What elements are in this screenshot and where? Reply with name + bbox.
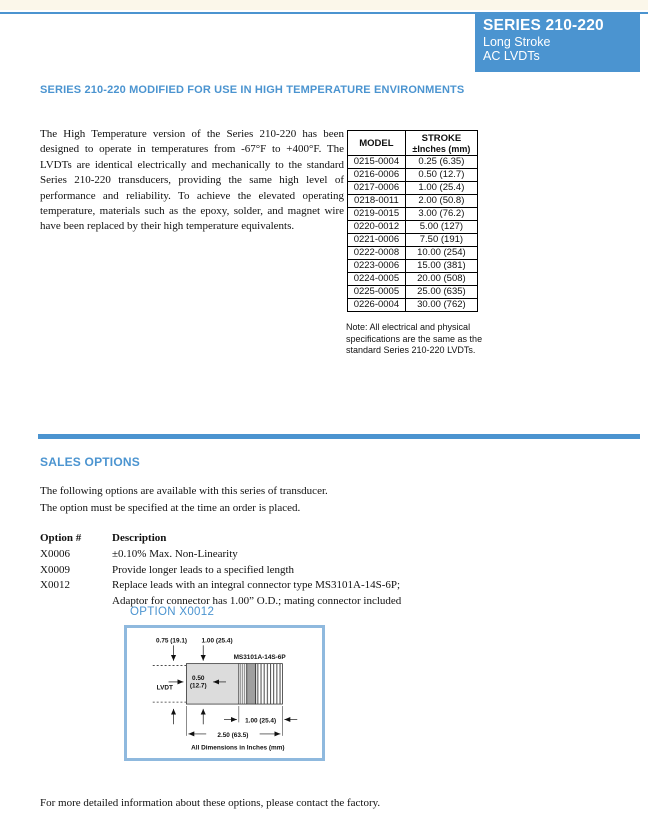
stroke-cell: 2.00 (50.8) bbox=[405, 195, 477, 208]
stroke-table bbox=[347, 130, 478, 312]
option-row bbox=[40, 563, 520, 579]
option-description: Adaptor for connector has 1.00” O.D.; mating connector included bbox=[112, 595, 402, 608]
model-cell: 0224-0005 bbox=[348, 273, 406, 286]
table-row bbox=[348, 260, 478, 273]
stroke-cell: 5.00 (127) bbox=[405, 221, 477, 234]
header-banner bbox=[475, 13, 640, 72]
option-row bbox=[40, 547, 520, 563]
sales-options-intro-line2: The option must be specified at the time an order is placed. bbox=[40, 501, 301, 514]
table-row bbox=[348, 169, 478, 182]
options-header-row bbox=[40, 531, 520, 547]
option-number-header: Option # bbox=[40, 532, 82, 544]
option-id: X0009 bbox=[40, 563, 70, 576]
dim-top-mid-label: 1.00 (25.4) bbox=[201, 637, 233, 645]
dim-mid-label-line1: 0.50 bbox=[192, 675, 205, 682]
connector-shell bbox=[256, 664, 283, 704]
options-list bbox=[40, 531, 520, 610]
table-row bbox=[348, 182, 478, 195]
table-row bbox=[348, 195, 478, 208]
sales-options-intro-line1: The following options are available with this series of transducer. bbox=[40, 485, 328, 497]
table-note: Note: All electrical and physical specifications are the same as the standard Series 210-220 LVDTs. bbox=[346, 322, 483, 356]
option-description: Replace leads with an integral connector type MS3101A-14S-6P; bbox=[112, 579, 401, 592]
thread-band bbox=[239, 664, 247, 704]
table-row bbox=[348, 208, 478, 221]
series-title: SERIES 210-220 bbox=[483, 17, 604, 34]
model-cell: 0221-0006 bbox=[348, 234, 406, 247]
option-description: Provide longer leads to a specified length bbox=[112, 563, 295, 576]
table-row bbox=[348, 299, 478, 312]
x0012-drawing bbox=[127, 628, 322, 758]
table-row bbox=[348, 221, 478, 234]
diagram-caption: All Dimensions in Inches (mm) bbox=[191, 744, 285, 752]
table-row bbox=[348, 156, 478, 169]
option-id: X0012 bbox=[40, 579, 70, 592]
stroke-cell: 3.00 (76.2) bbox=[405, 208, 477, 221]
model-cell: 0222-0008 bbox=[348, 247, 406, 260]
lvdt-label: LVDT bbox=[156, 684, 173, 692]
option-description: ±0.10% Max. Non-Linearity bbox=[112, 547, 238, 560]
dim-overall-label: 2.50 (63.5) bbox=[217, 731, 249, 739]
sales-options-intro bbox=[40, 483, 460, 516]
connector-type-label: MS3101A-14S-6P bbox=[233, 653, 286, 661]
stroke-header-line2: ±Inches (mm) bbox=[412, 143, 471, 154]
description-header: Description bbox=[112, 532, 167, 544]
option-x0012-heading: OPTION X0012 bbox=[130, 606, 215, 618]
model-cell: 0219-0015 bbox=[348, 208, 406, 221]
stroke-cell: 20.00 (508) bbox=[405, 273, 477, 286]
model-cell: 0218-0011 bbox=[348, 195, 406, 208]
stroke-cell: 0.25 (6.35) bbox=[405, 156, 477, 169]
model-cell: 0225-0005 bbox=[348, 286, 406, 299]
series-subtitle-type: AC LVDTs bbox=[483, 48, 540, 63]
model-cell: 0216-0006 bbox=[348, 169, 406, 182]
stroke-cell: 1.00 (25.4) bbox=[405, 182, 477, 195]
stroke-header-line1: STROKE bbox=[421, 132, 462, 144]
model-cell: 0226-0004 bbox=[348, 299, 406, 312]
model-column-header: MODEL bbox=[348, 131, 406, 156]
table-header-row bbox=[348, 131, 478, 156]
dim-connector-label: 1.00 (25.4) bbox=[245, 717, 277, 725]
stroke-cell: 10.00 (254) bbox=[405, 247, 477, 260]
table-row bbox=[348, 286, 478, 299]
table-row bbox=[348, 234, 478, 247]
dim-mid-label-line2: (12.7) bbox=[189, 682, 207, 690]
option-row-continuation bbox=[40, 594, 520, 610]
footer-note: For more detailed information about these options, please contact the factory. bbox=[40, 797, 381, 809]
table-row bbox=[348, 247, 478, 260]
model-cell: 0217-0006 bbox=[348, 182, 406, 195]
model-cell: 0215-0004 bbox=[348, 156, 406, 169]
option-x0012-diagram bbox=[124, 625, 325, 761]
stroke-cell: 15.00 (381) bbox=[405, 260, 477, 273]
stroke-cell: 0.50 (12.7) bbox=[405, 169, 477, 182]
sales-options-heading: SALES OPTIONS bbox=[40, 455, 140, 469]
model-cell: 0223-0006 bbox=[348, 260, 406, 273]
option-id: X0006 bbox=[40, 547, 70, 560]
stroke-column-header bbox=[405, 131, 477, 156]
option-id-spacer bbox=[40, 594, 112, 610]
high-temp-section-heading: SERIES 210-220 MODIFIED FOR USE IN HIGH TEMPERATURE ENVIRONMENTS bbox=[40, 84, 465, 96]
dim-top-left-label: 0.75 (19.1) bbox=[156, 637, 188, 645]
stroke-cell: 25.00 (635) bbox=[405, 286, 477, 299]
intro-paragraph: The High Temperature version of the Series 210-220 has been designed to operate in temperatures from -67°F to +400°F. The LVDTs are identical electrically and mechanically to the standard Series 210-220 transducers, providing the same high level of performance and reliability. To achieve the elevated operating temperature, materials such as the epoxy, solder, and magnet wire have been replaced by their high temperature equivalents. bbox=[40, 128, 344, 233]
table-row bbox=[348, 273, 478, 286]
series-subtitle-stroke: Long Stroke bbox=[483, 34, 551, 49]
section-divider bbox=[38, 434, 640, 439]
connector-collar bbox=[247, 664, 256, 704]
model-cell: 0220-0012 bbox=[348, 221, 406, 234]
option-row bbox=[40, 578, 520, 594]
stroke-cell: 30.00 (762) bbox=[405, 299, 477, 312]
page-top-strip bbox=[0, 0, 648, 10]
stroke-cell: 7.50 (191) bbox=[405, 234, 477, 247]
